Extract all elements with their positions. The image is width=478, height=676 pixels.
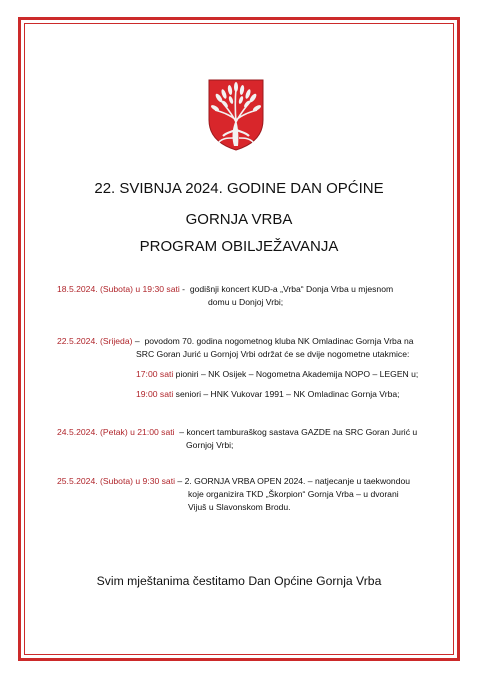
event-4-line-2: koje organizira TKD „Škorpion“ Gornja Vrba – u dvorani [188,489,399,499]
event-1-text: godišnji koncert KUD-a „Vrba“ Donja Vrba u mjesnom [189,284,394,294]
event-4-text: 2. GORNJA VRBA OPEN 2024. – natjecanje u taekwondou [184,476,411,486]
title-date-line: 22. SVIBNJA 2024. GODINE DAN OPĆINE [94,180,384,197]
event-3-line-2: Gornjoj Vrbi; [186,440,234,450]
event-1-separator: - [179,284,190,294]
event-2-match-1-time: 17:00 sati [136,369,174,379]
event-1-date: 18.5.2024. (Subota) u 19:30 sati [57,284,180,294]
title-municipality: GORNJA VRBA [185,211,293,228]
event-4-date: 25.5.2024. (Subota) u 9:30 sati [57,476,176,486]
event-3-line-1 [57,426,417,439]
event-2-separator: – [132,336,145,346]
title-program: PROGRAM OBILJEŽAVANJA [139,238,339,255]
event-2-match-1-text: pioniri – NK Osijek – Nogometna Akademija NOPO – LEGEN u; [173,369,419,379]
coat-of-arms-willow-tree-icon [205,76,267,152]
event-2-text: povodom 70. godina nogometnog kluba NK Omladinac Gornja Vrba na [144,336,414,346]
event-2-match-2-time: 19:00 sati [136,389,174,399]
event-1-line-1 [57,283,393,296]
event-2-line-2: SRC Goran Jurić u Gornjoj Vrbi održat će se dvije nogometne utakmice: [136,349,410,359]
event-3-date: 24.5.2024. (Petak) u 21:00 sati [57,427,175,437]
event-2-line-1 [57,335,414,348]
event-4-line-1 [57,475,410,488]
event-1-line-2: domu u Donjoj Vrbi; [208,297,284,307]
event-3-separator: – [174,427,187,437]
event-3-text: koncert tamburaškog sastava GAZDE na SRC Goran Jurić u [186,427,418,437]
footer-congratulations: Svim mještanima čestitamo Dan Općine Gornja Vrba [96,574,382,588]
event-2-match-2-text: seniori – HNK Vukovar 1991 – NK Omladinac Gornja Vrba; [173,389,400,399]
event-2-match-2 [136,388,400,401]
event-2-match-1 [136,368,418,381]
event-4-separator: – [175,476,185,486]
event-2-date: 22.5.2024. (Srijeda) [57,336,133,346]
event-4-line-3: Vijuš u Slavonskom Brodu. [188,502,291,512]
